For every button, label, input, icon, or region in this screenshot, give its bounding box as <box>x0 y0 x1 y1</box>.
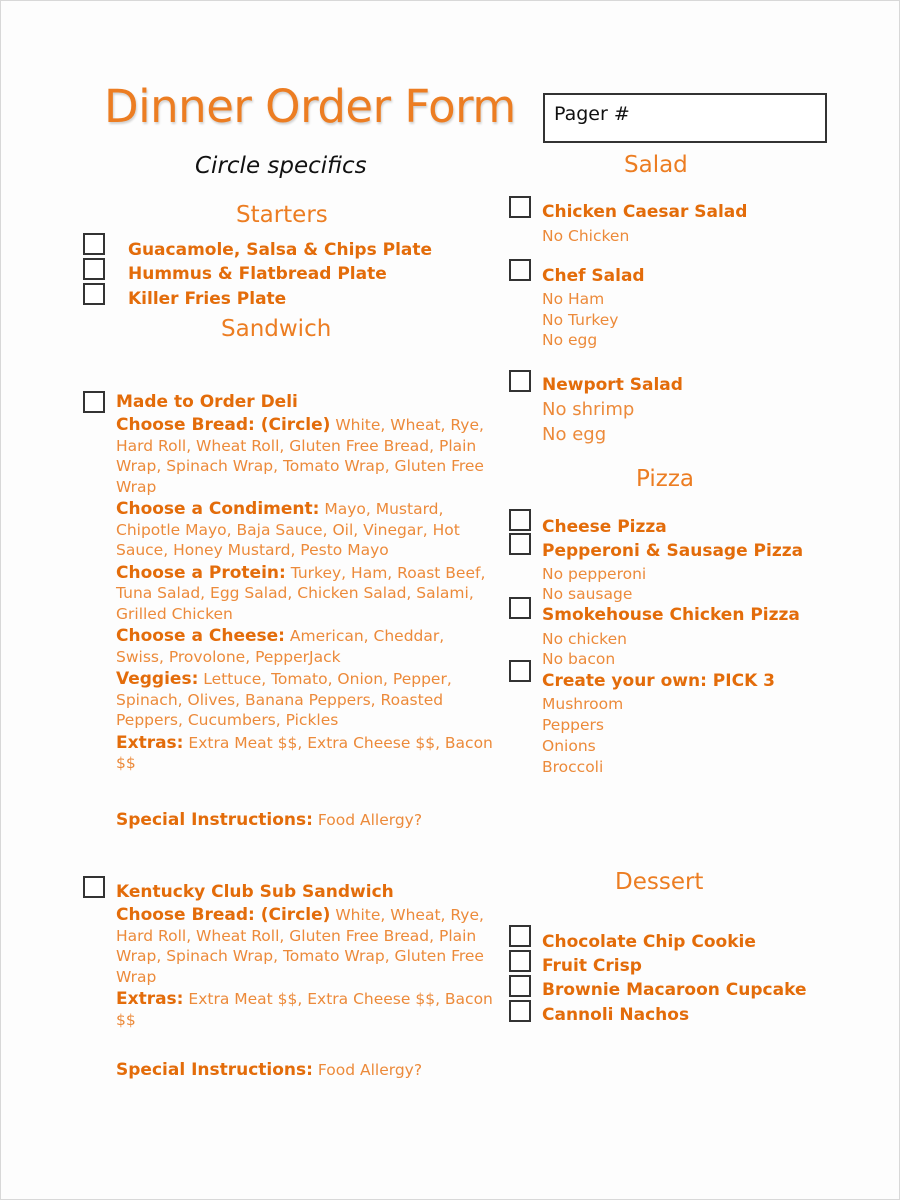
deli-protein: Choose a Protein: Turkey, Ham, Roast Beef, Tuna Salad, Egg Salad, Chicken Salad, Salami, Grilled Chicken <box>116 562 486 623</box>
checkbox-smokehouse-pizza[interactable] <box>509 597 531 619</box>
salad-heading: Salad <box>624 152 688 178</box>
salad-item: Newport Salad <box>542 375 683 395</box>
dessert-heading: Dessert <box>615 869 704 895</box>
dessert-item: Chocolate Chip Cookie <box>542 932 756 952</box>
dessert-item: Cannoli Nachos <box>542 1005 690 1025</box>
checkbox-starter-hummus[interactable] <box>83 258 105 280</box>
pizza-option: Onions <box>542 737 596 755</box>
pizza-option: Mushroom <box>542 695 624 713</box>
sandwich-heading: Sandwich <box>221 316 332 342</box>
checkbox-starter-guacamole[interactable] <box>83 233 105 255</box>
checkbox-club-sub[interactable] <box>83 876 105 898</box>
salad-item: Chef Salad <box>542 266 645 286</box>
deli-cheese: Choose a Cheese: American, Cheddar, Swiss, Provolone, PepperJack <box>116 626 445 666</box>
deli-veggies: Veggies: Lettuce, Tomato, Onion, Pepper, Spinach, Olives, Banana Peppers, Roasted Peppers, Cucumbers, Pickles <box>116 669 452 729</box>
pizza-option: No sausage <box>542 585 633 603</box>
instruction-text: Circle specifics <box>195 153 367 179</box>
pizza-item: Smokehouse Chicken Pizza <box>542 605 800 625</box>
pizza-option: No pepperoni <box>542 565 647 583</box>
pizza-item: Cheese Pizza <box>542 517 667 537</box>
checkbox-caesar-salad[interactable] <box>509 196 531 218</box>
salad-item: Chicken Caesar Salad <box>542 202 748 222</box>
salad-option: No Chicken <box>542 227 630 245</box>
pizza-option: No bacon <box>542 650 616 668</box>
dessert-item: Brownie Macaroon Cupcake <box>542 980 807 1000</box>
deli-extras: Extras: Extra Meat $$, Extra Cheese $$, Bacon $$ <box>116 732 493 772</box>
checkbox-fruit-crisp[interactable] <box>509 950 531 972</box>
salad-option: No Turkey <box>542 311 619 329</box>
pizza-option: Broccoli <box>542 758 604 776</box>
pizza-option: No chicken <box>542 630 627 648</box>
club-bread: Choose Bread: (Circle) White, Wheat, Rye, Hard Roll, Wheat Roll, Gluten Free Bread, Plain Wrap, Spinach Wrap, Tomato Wrap, Gluten Free Wrap <box>116 905 484 986</box>
club-special-instructions: Special Instructions: Food Allergy? <box>116 1060 423 1080</box>
checkbox-brownie-cupcake[interactable] <box>509 975 531 997</box>
page-title: Dinner Order Form <box>104 80 516 133</box>
salad-option: No Ham <box>542 290 605 308</box>
checkbox-deli[interactable] <box>83 391 105 413</box>
deli-options <box>116 415 496 776</box>
checkbox-create-your-own-pizza[interactable] <box>509 660 531 682</box>
deli-condiment: Choose a Condiment: Mayo, Mustard, Chipotle Mayo, Baja Sauce, Oil, Vinegar, Hot Sauce, Honey Mustard, Pesto Mayo <box>116 499 460 559</box>
checkbox-starter-fries[interactable] <box>83 283 105 305</box>
starters-heading: Starters <box>236 202 328 228</box>
checkbox-cookie[interactable] <box>509 925 531 947</box>
pizza-heading: Pizza <box>636 466 694 492</box>
salad-option: No egg <box>542 331 598 349</box>
starter-item: Hummus & Flatbread Plate <box>128 264 387 284</box>
salad-option: No egg <box>542 424 607 445</box>
checkbox-cheese-pizza[interactable] <box>509 509 531 531</box>
salad-option: No shrimp <box>542 399 635 420</box>
pager-label: Pager # <box>554 103 630 125</box>
checkbox-cannoli-nachos[interactable] <box>509 1000 531 1022</box>
checkbox-chef-salad[interactable] <box>509 259 531 281</box>
pizza-item: Create your own: PICK 3 <box>542 671 775 691</box>
pizza-item: Pepperoni & Sausage Pizza <box>542 541 804 561</box>
checkbox-newport-salad[interactable] <box>509 370 531 392</box>
club-name: Kentucky Club Sub Sandwich <box>116 882 394 902</box>
checkbox-pepperoni-sausage-pizza[interactable] <box>509 533 531 555</box>
club-extras: Extras: Extra Meat $$, Extra Cheese $$, Bacon $$ <box>116 989 493 1029</box>
deli-name: Made to Order Deli <box>116 392 298 412</box>
club-options <box>116 905 496 1032</box>
deli-bread: Choose Bread: (Circle) White, Wheat, Rye, Hard Roll, Wheat Roll, Gluten Free Bread, Plain Wrap, Spinach Wrap, Tomato Wrap, Gluten Free Wrap <box>116 415 484 496</box>
deli-special-instructions: Special Instructions: Food Allergy? <box>116 810 423 830</box>
dessert-item: Fruit Crisp <box>542 956 642 976</box>
starter-item: Killer Fries Plate <box>128 289 287 309</box>
pager-number-field[interactable] <box>543 93 827 143</box>
pizza-option: Peppers <box>542 716 604 734</box>
starter-item: Guacamole, Salsa & Chips Plate <box>128 240 433 260</box>
